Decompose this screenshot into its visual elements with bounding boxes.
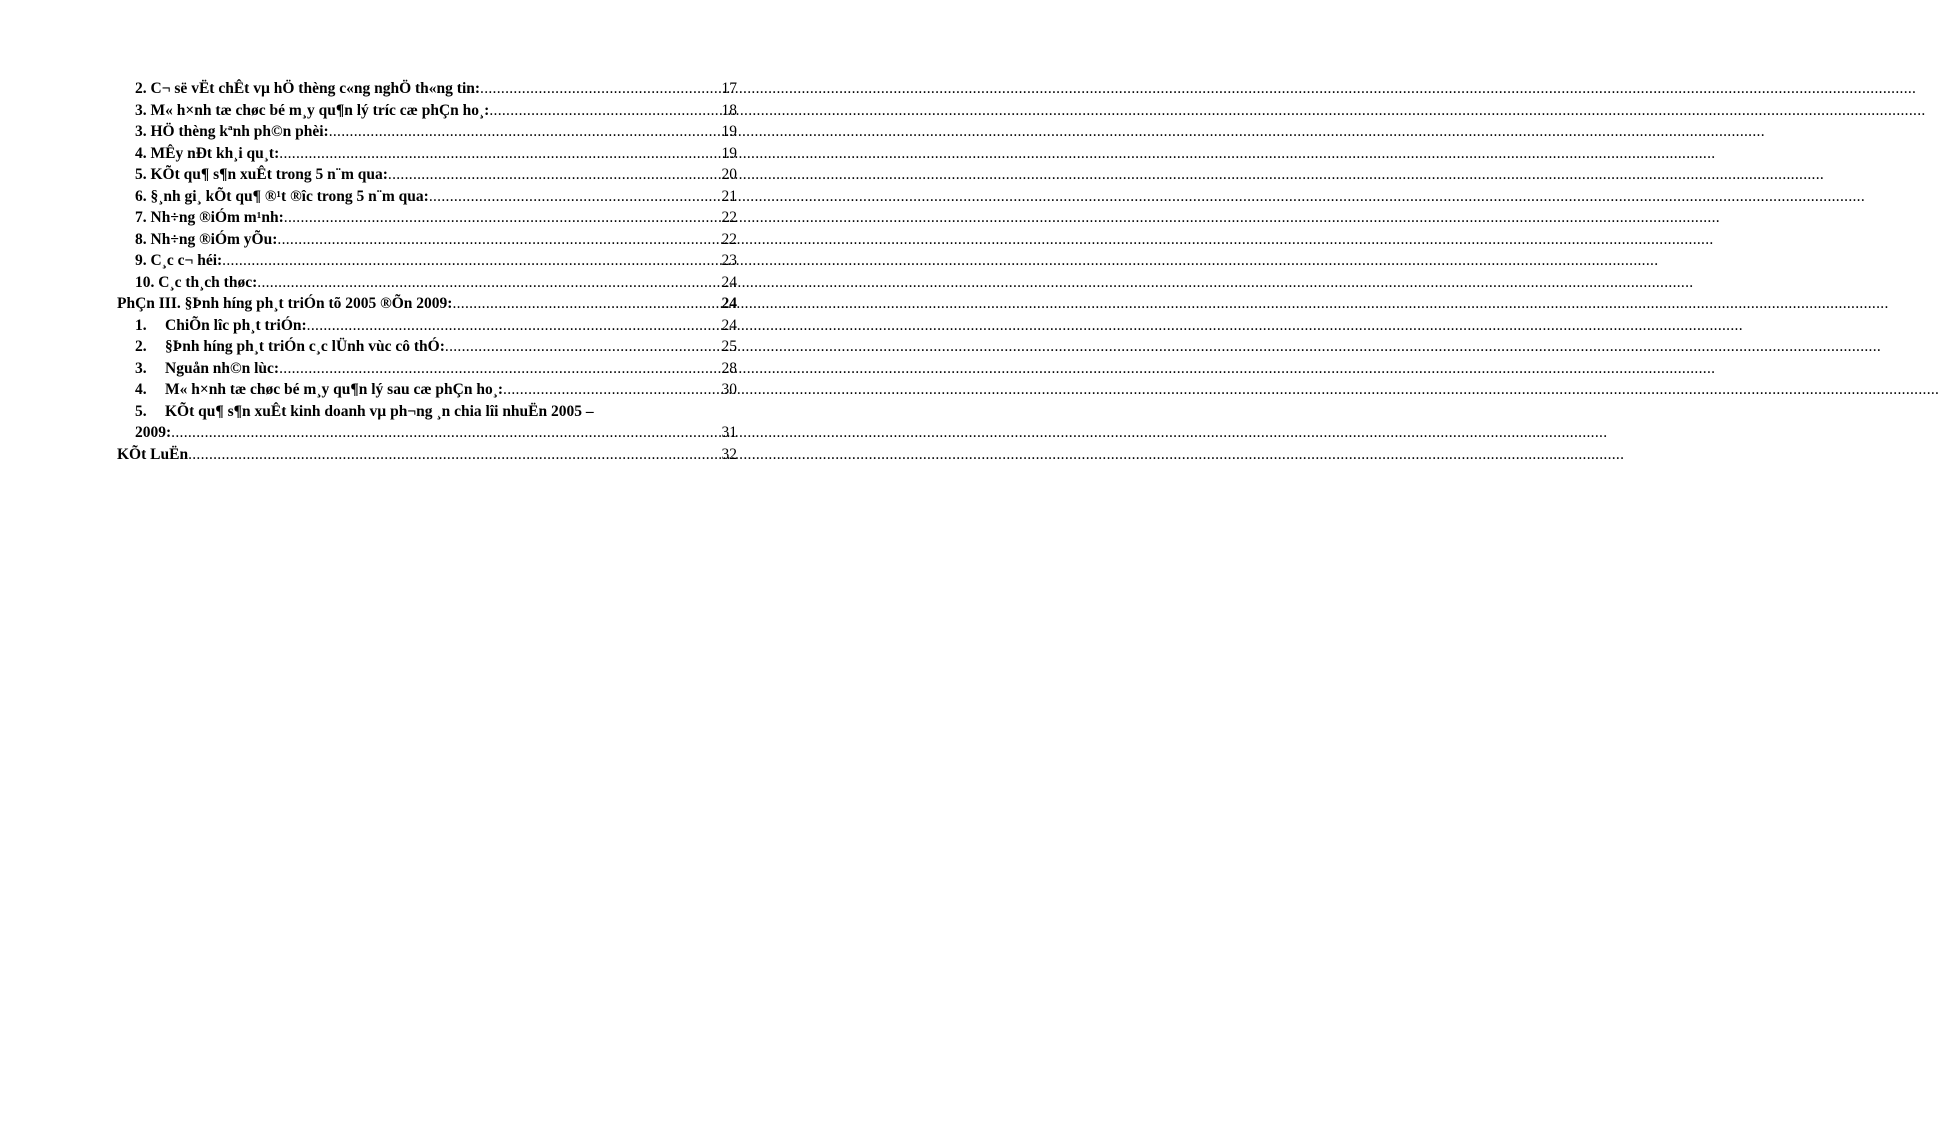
toc-entry-title: 3. M« h×nh tæ chøc bé m¸y qu¶n lý tríc cæ phÇn ho¸: bbox=[135, 101, 490, 119]
toc-part-heading[interactable] bbox=[117, 293, 737, 315]
toc-entry-title bbox=[135, 315, 307, 337]
table-of-contents bbox=[117, 78, 737, 465]
toc-entry-page: 18 bbox=[721, 101, 737, 119]
toc-entry[interactable] bbox=[117, 358, 737, 380]
toc-entry[interactable] bbox=[117, 121, 737, 143]
dot-leader bbox=[222, 250, 721, 272]
toc-entry[interactable] bbox=[117, 207, 737, 229]
toc-entry[interactable] bbox=[117, 143, 737, 165]
toc-entry-title: 9. C¸c c¬ héi: bbox=[135, 252, 223, 269]
toc-entry[interactable] bbox=[117, 250, 737, 272]
toc-entry-title: 3. HÖ thèng kªnh ph©n phèi: bbox=[135, 123, 329, 140]
dot-leader bbox=[277, 229, 721, 251]
toc-entry-title: 8. Nh÷ng ®iÓm yÕu: bbox=[135, 230, 278, 248]
toc-entry-title: 5. KÕt qu¶ s¶n xuÊt trong 5 n¨m qua: bbox=[135, 166, 388, 183]
toc-entry-number: 1. bbox=[135, 316, 147, 334]
toc-entry-page: 19 bbox=[721, 144, 737, 162]
toc-entry-line2[interactable] bbox=[117, 422, 737, 444]
dot-leader bbox=[388, 164, 722, 186]
toc-entry-title: 4. MÊy nÐt kh¸i qu¸t: bbox=[135, 144, 280, 162]
toc-conclusion-page: 32 bbox=[721, 445, 737, 463]
toc-entry[interactable] bbox=[117, 379, 737, 401]
toc-entry-page: 21 bbox=[721, 187, 737, 205]
toc-entry[interactable] bbox=[117, 164, 737, 186]
dot-leader bbox=[257, 272, 721, 294]
dot-leader bbox=[279, 143, 721, 165]
toc-entry-page: 23 bbox=[721, 252, 737, 269]
toc-entry-page: 28 bbox=[721, 359, 737, 377]
toc-conclusion[interactable] bbox=[117, 444, 737, 466]
dot-leader bbox=[480, 78, 721, 100]
toc-entry[interactable] bbox=[117, 78, 737, 100]
toc-entry-page: 22 bbox=[721, 209, 737, 226]
dot-leader bbox=[445, 336, 722, 358]
dot-leader bbox=[284, 207, 722, 229]
toc-entry-title bbox=[135, 379, 503, 401]
toc-entry-number: 5. bbox=[135, 402, 147, 420]
toc-entry-text: Nguån nh©n lùc: bbox=[165, 359, 280, 377]
toc-entry-title: 6. §¸nh gi¸ kÕt qu¶ ®¹t ®îc trong 5 n¨m qua: bbox=[135, 187, 429, 205]
toc-entry-title: 2. C¬ së vËt chÊt vµ hÖ thèng c«ng nghÖ th«ng tin: bbox=[135, 80, 481, 97]
toc-entry-text: ChiÕn lîc ph¸t triÓn: bbox=[165, 316, 307, 334]
toc-entry[interactable] bbox=[117, 229, 737, 251]
toc-entry-title: 10. C¸c th¸ch thøc: bbox=[135, 273, 258, 291]
toc-entry-page: 17 bbox=[721, 80, 737, 97]
toc-entry-page: 31 bbox=[721, 424, 737, 441]
toc-entry-page: 19 bbox=[721, 123, 737, 140]
dot-leader bbox=[429, 186, 722, 208]
toc-part-title: PhÇn III. §Þnh híng ph¸t triÓn tõ 2005 ®Õn 2009: bbox=[117, 295, 453, 312]
dot-leader bbox=[503, 379, 721, 401]
toc-entry[interactable] bbox=[117, 272, 737, 294]
toc-entry-title bbox=[135, 358, 279, 380]
toc-entry-page: 20 bbox=[721, 166, 737, 183]
toc-entry-page: 24 bbox=[721, 273, 737, 291]
dot-leader bbox=[171, 422, 721, 444]
toc-entry-page: 25 bbox=[721, 338, 737, 355]
toc-entry-text: §Þnh híng ph¸t triÓn c¸c lÜnh vùc cô thÓ: bbox=[165, 338, 445, 355]
toc-entry-page: 24 bbox=[721, 316, 737, 334]
toc-conclusion-title: KÕt LuËn bbox=[117, 445, 189, 463]
toc-entry-title bbox=[135, 336, 445, 358]
dot-leader bbox=[329, 121, 722, 143]
toc-entry-text: M« h×nh tæ chøc bé m¸y qu¶n lý sau cæ phÇn ho¸: bbox=[165, 381, 504, 398]
toc-entry-text-cont: 2009: bbox=[135, 424, 172, 441]
toc-entry-number: 4. bbox=[135, 381, 147, 398]
toc-entry[interactable] bbox=[117, 100, 737, 122]
toc-entry-page: 30 bbox=[721, 381, 737, 398]
toc-entry-title: 7. Nh÷ng ®iÓm m¹nh: bbox=[135, 209, 284, 226]
toc-part-page: 24 bbox=[721, 295, 737, 312]
toc-entry-number: 2. bbox=[135, 338, 147, 355]
dot-leader bbox=[188, 444, 721, 466]
toc-entry-number: 3. bbox=[135, 359, 147, 377]
toc-entry[interactable] bbox=[117, 186, 737, 208]
dot-leader bbox=[452, 293, 721, 315]
dot-leader bbox=[279, 358, 721, 380]
toc-entry-line1[interactable] bbox=[117, 401, 737, 423]
toc-entry-page: 22 bbox=[721, 230, 737, 248]
dot-leader bbox=[489, 100, 721, 122]
toc-entry[interactable] bbox=[117, 336, 737, 358]
toc-entry[interactable] bbox=[117, 315, 737, 337]
toc-entry-text: KÕt qu¶ s¶n xuÊt kinh doanh vµ ph¬ng ¸n chia lîi nhuËn 2005 – bbox=[165, 402, 594, 420]
dot-leader bbox=[307, 315, 722, 337]
